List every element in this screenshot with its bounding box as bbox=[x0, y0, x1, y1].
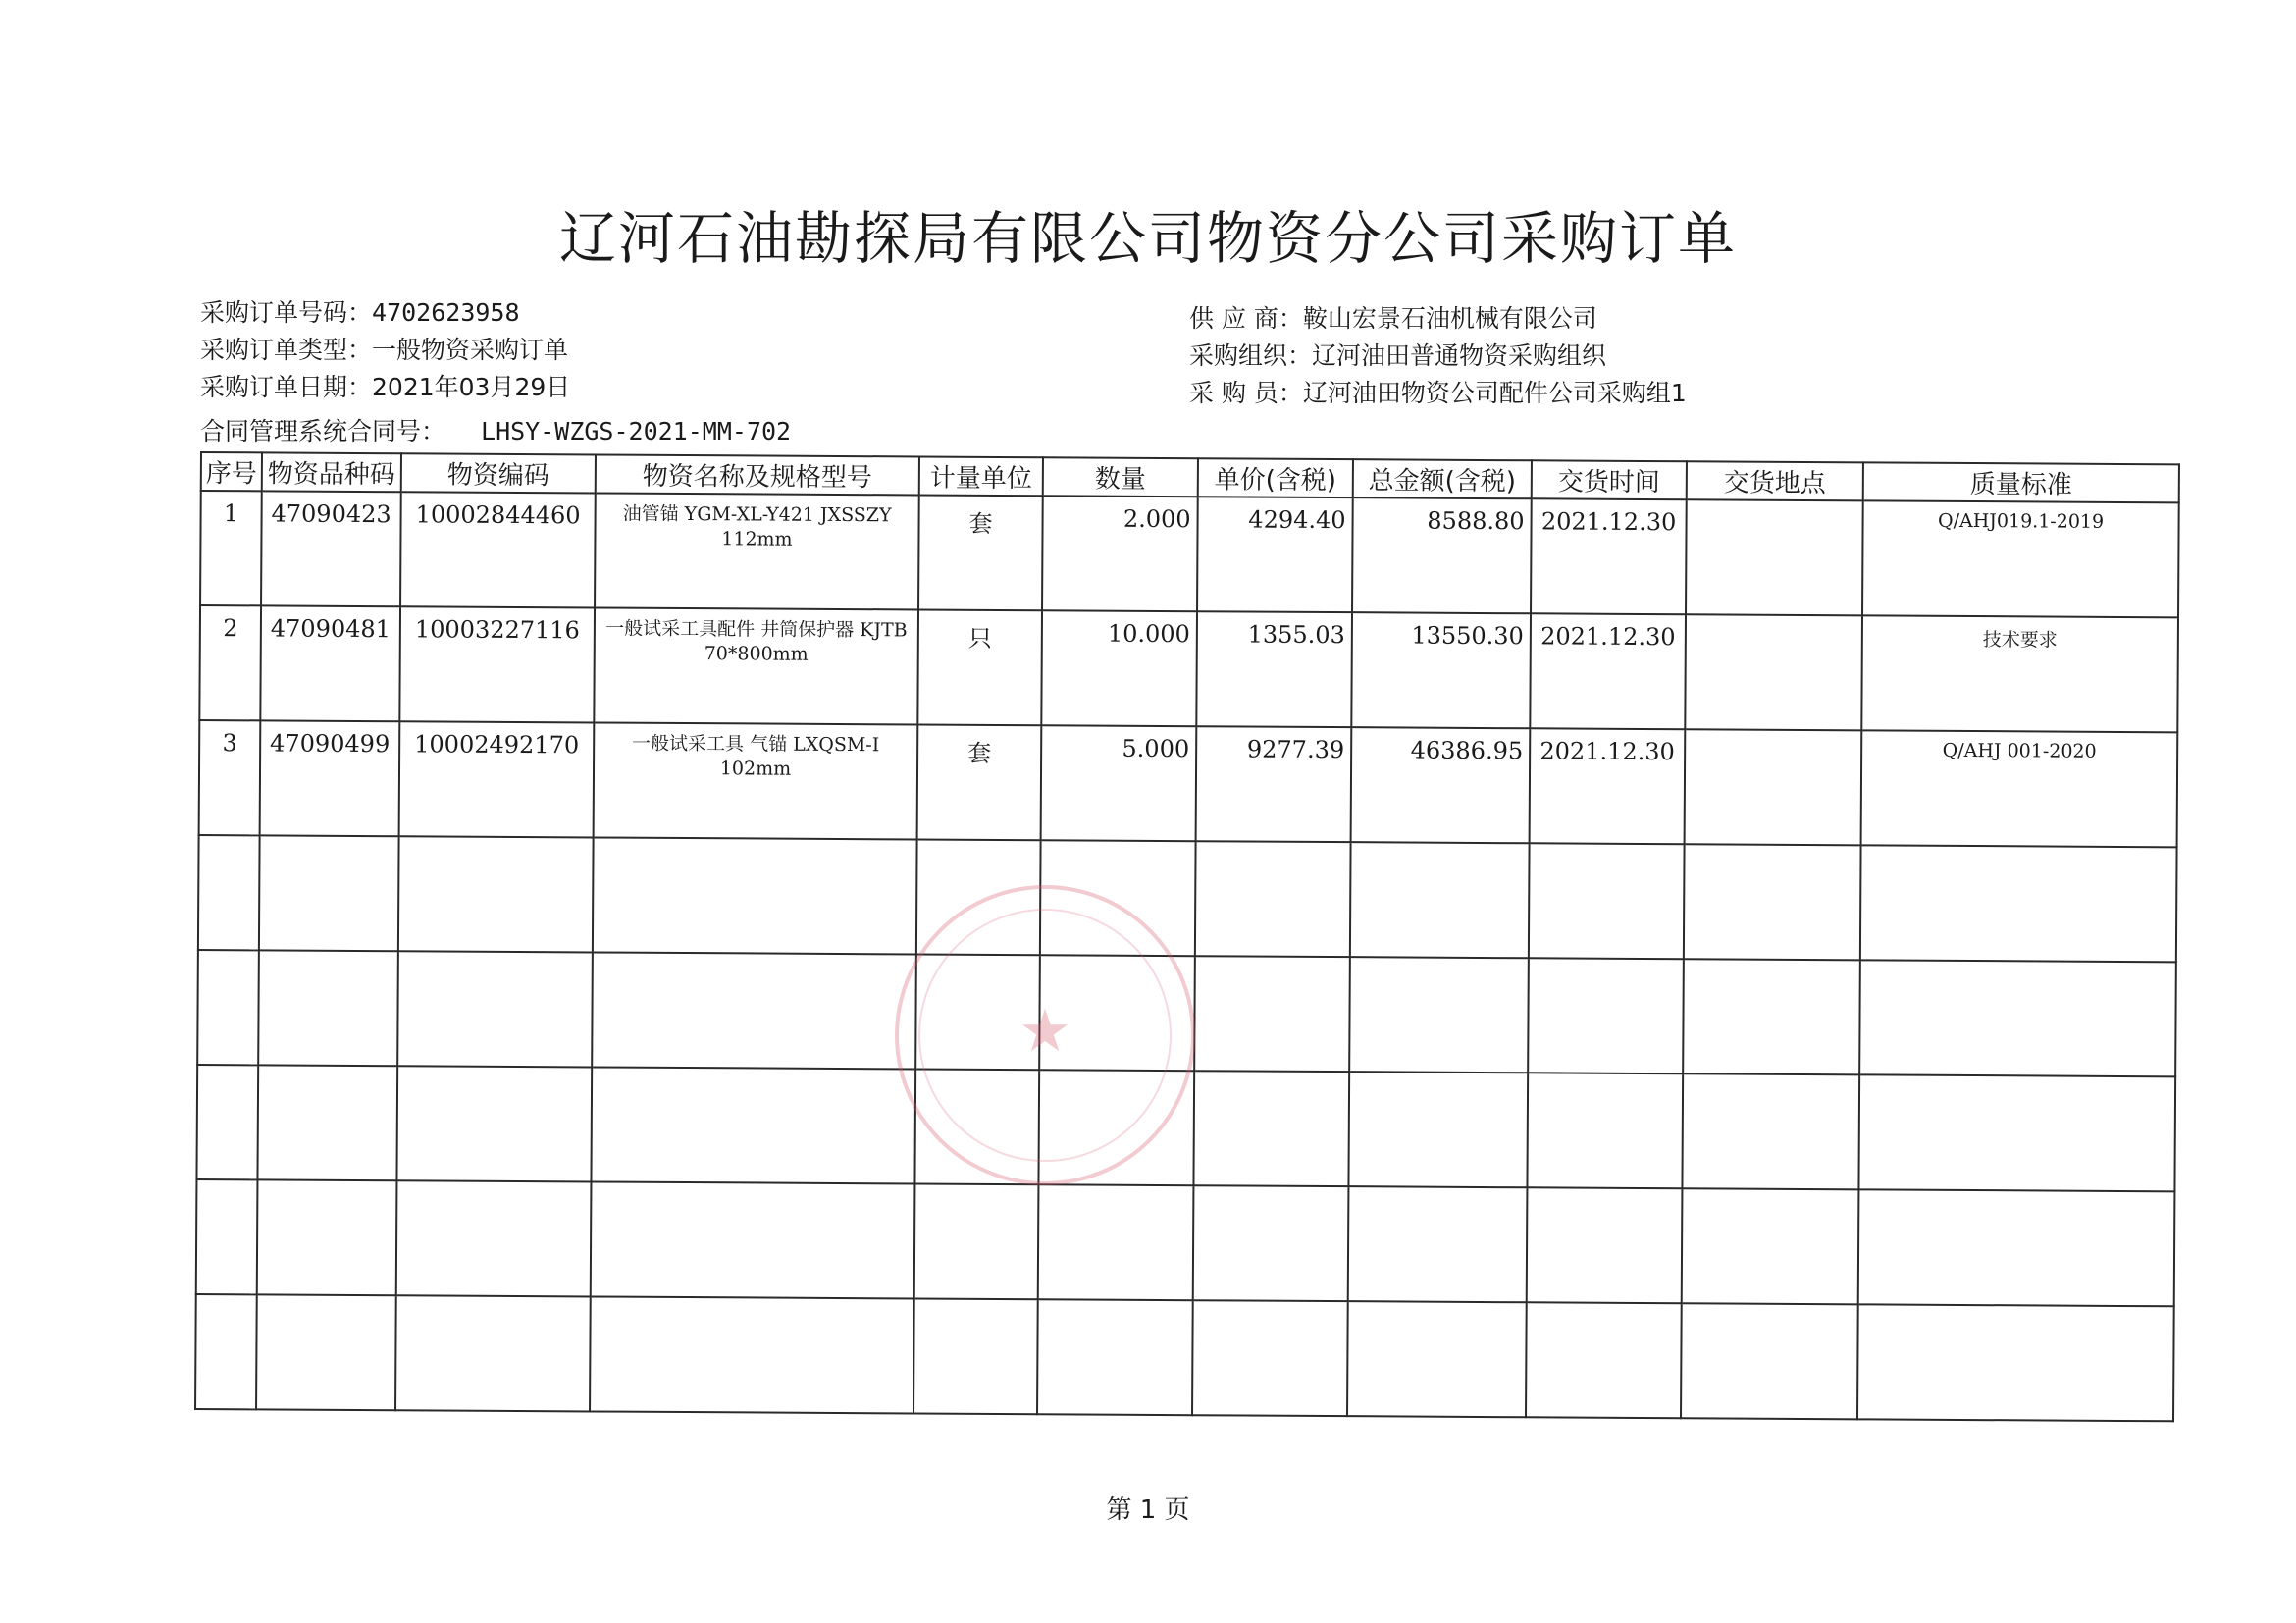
order-type-label: 采购订单类型： bbox=[200, 336, 373, 364]
table-row bbox=[200, 491, 2179, 617]
row-unit: 套 bbox=[967, 739, 992, 767]
purchase-org: 辽河油田普通物资采购组织 bbox=[1312, 341, 1607, 370]
row-code: 10002492170 bbox=[414, 730, 580, 759]
row-total: 8588.80 bbox=[1427, 506, 1525, 536]
order-type: 一般物资采购订单 bbox=[372, 336, 569, 364]
col-unit: 计量单位 bbox=[919, 456, 1043, 496]
row-qty: 2.000 bbox=[1122, 504, 1191, 534]
col-delivery: 交货时间 bbox=[1532, 460, 1687, 499]
supplier-row bbox=[1189, 300, 1687, 338]
supplier-label: 供 应 商： bbox=[1189, 304, 1303, 333]
order-number: 4702623958 bbox=[372, 298, 520, 327]
order-number-row bbox=[200, 294, 570, 332]
row-place bbox=[1687, 615, 1861, 624]
col-category: 物资品种码 bbox=[262, 452, 401, 492]
order-meta-left bbox=[200, 294, 570, 406]
row-name: 一般试采工具配件 井筒保护器 KJTB 70*800mm bbox=[605, 617, 908, 665]
contract-label: 合同管理系统合同号： bbox=[200, 417, 446, 445]
table-row bbox=[199, 605, 2178, 732]
row-unit: 套 bbox=[968, 509, 993, 538]
stamp-star-icon: ★ bbox=[1018, 997, 1071, 1066]
row-seq: 1 bbox=[223, 499, 239, 528]
row-qty: 5.000 bbox=[1122, 734, 1190, 763]
buyer-row bbox=[1189, 375, 1687, 412]
row-qty: 10.000 bbox=[1107, 619, 1190, 649]
row-code: 10003227116 bbox=[414, 615, 580, 645]
order-date: 2021年03月29日 bbox=[372, 373, 571, 401]
col-standard: 质量标准 bbox=[1863, 462, 2179, 502]
col-name: 物资名称及规格型号 bbox=[596, 454, 919, 495]
row-standard: Q/AHJ 001-2020 bbox=[1942, 739, 2097, 762]
row-unit: 只 bbox=[967, 624, 992, 653]
empty-row bbox=[196, 1179, 2175, 1306]
col-total: 总金额(含税) bbox=[1353, 459, 1532, 498]
contract-row bbox=[200, 412, 791, 447]
col-code: 物资编码 bbox=[401, 453, 596, 493]
col-price: 单价(含税) bbox=[1198, 458, 1353, 497]
buyer: 辽河油田物资公司配件公司采购组1 bbox=[1302, 379, 1687, 407]
order-type-row bbox=[200, 332, 570, 369]
purchase-org-label: 采购组织： bbox=[1189, 341, 1313, 370]
row-name: 油管锚 YGM-XL-Y421 JXSSZY 112mm bbox=[622, 502, 892, 550]
row-total: 13550.30 bbox=[1411, 621, 1524, 651]
order-date-label: 采购订单日期： bbox=[200, 373, 373, 401]
contract-number: LHSY-WZGS-2021-MM-702 bbox=[481, 417, 792, 445]
row-delivery: 2021.12.30 bbox=[1540, 507, 1677, 537]
page-number: 第 1 页 bbox=[1106, 1495, 1190, 1525]
order-meta-right bbox=[1189, 300, 1687, 412]
row-delivery: 2021.12.30 bbox=[1539, 737, 1675, 766]
row-price: 1355.03 bbox=[1247, 620, 1345, 650]
row-total: 46386.95 bbox=[1410, 736, 1524, 765]
row-category: 47090499 bbox=[270, 729, 391, 759]
row-category: 47090481 bbox=[270, 614, 391, 644]
row-category: 47090423 bbox=[271, 499, 391, 529]
row-code: 10002844460 bbox=[415, 500, 581, 530]
row-price: 4294.40 bbox=[1248, 505, 1346, 535]
order-date-row bbox=[200, 369, 570, 406]
row-seq: 2 bbox=[223, 614, 238, 643]
row-standard: Q/AHJ019.1-2019 bbox=[1938, 509, 2105, 533]
supplier: 鞍山宏景石油机械有限公司 bbox=[1302, 304, 1597, 333]
row-seq: 3 bbox=[222, 729, 237, 758]
order-number-label: 采购订单号码： bbox=[200, 298, 373, 327]
row-name: 一般试采工具 气锚 LXQSM-I 102mm bbox=[632, 732, 880, 780]
empty-row bbox=[195, 1294, 2174, 1421]
document-title: 辽河石油勘探局有限公司物资分公司采购订单 bbox=[558, 205, 1737, 272]
red-seal-stamp-icon bbox=[895, 885, 1195, 1185]
col-place: 交货地点 bbox=[1687, 461, 1863, 500]
purchase-org-row bbox=[1189, 338, 1687, 375]
empty-row bbox=[198, 835, 2177, 962]
row-place bbox=[1688, 500, 1862, 509]
row-place bbox=[1686, 730, 1860, 739]
order-table bbox=[194, 451, 2180, 1422]
row-price: 9277.39 bbox=[1246, 735, 1345, 764]
col-seq: 序号 bbox=[201, 452, 262, 491]
col-qty: 数量 bbox=[1043, 457, 1198, 497]
row-standard: 技术要求 bbox=[1982, 629, 2058, 652]
buyer-label: 采 购 员： bbox=[1189, 379, 1303, 407]
table-row bbox=[199, 720, 2178, 847]
row-delivery: 2021.12.30 bbox=[1540, 622, 1676, 652]
